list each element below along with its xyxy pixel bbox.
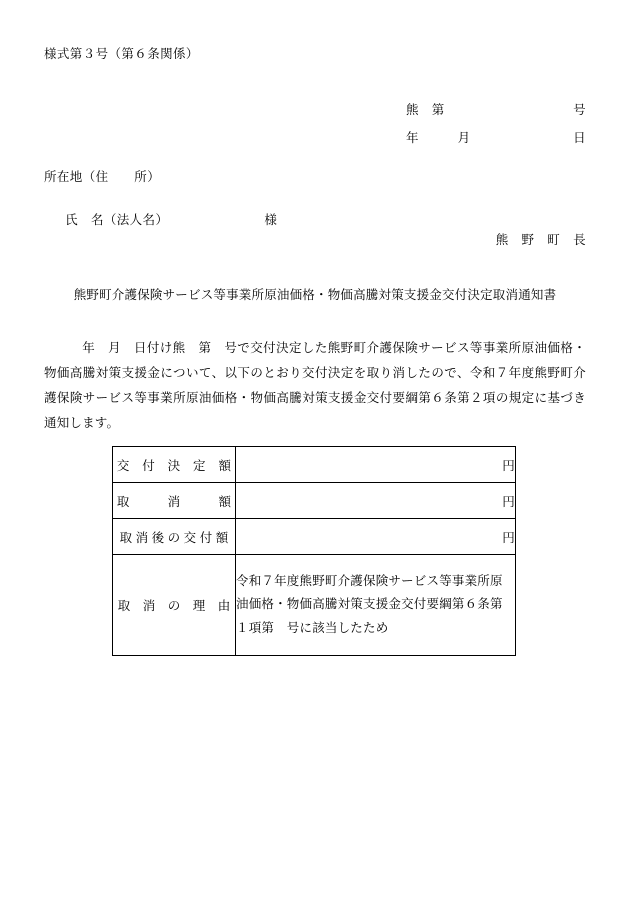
body-paragraph <box>44 336 586 436</box>
document-number-unit: 号 <box>573 103 586 117</box>
table-row <box>113 483 516 519</box>
document-date-unit: 日 <box>573 131 586 145</box>
form-number: 様式第３号（第６条関係） <box>44 47 199 61</box>
body-paragraph-text: 年 月 日付け熊 第 号で交付決定した熊野町介護保険サービス等事業所原油価格・物価高騰対策支援金について、以下のとおり交付決定を取り消したので、令和７年度熊野町介護保険サービス等事業所原油価格・物価高騰対策支援金交付要綱第６条第２項の規定に基づき通知します。 <box>44 341 586 430</box>
row-label-cancellation-reason: 取 消 の 理 由 <box>113 555 236 656</box>
row-label-cancelled-amount: 取 消 額 <box>113 483 236 519</box>
row-value-cancellation-reason: 令和７年度熊野町介護保険サービス等事業所原油価格・物価高騰対策支援金交付要綱第６条第１項第 号に該当したため <box>236 555 516 656</box>
row-value-cancelled-amount: 円 <box>236 483 516 519</box>
document-number-block <box>406 100 586 156</box>
document-title: 熊野町介護保険サービス等事業所原油価格・物価高騰対策支援金交付決定取消通知書 <box>73 288 557 302</box>
row-value-grant-decision-amount: 円 <box>236 447 516 483</box>
table-row <box>113 447 516 483</box>
document-date-row <box>406 128 586 146</box>
addressee-name-label: 氏 名（法人名） <box>65 213 169 227</box>
addressee-block <box>44 167 277 253</box>
document-date-label: 年 月 <box>406 131 471 145</box>
addressee-name-row <box>44 195 277 243</box>
row-value-amount-after-cancellation: 円 <box>236 519 516 555</box>
document-number-row <box>406 100 586 118</box>
issuer-name: 熊 野 町 長 <box>495 233 586 247</box>
document-number-label: 熊 第 <box>406 103 445 117</box>
addressee-address-label: 所在地（住 所） <box>44 170 161 184</box>
amounts-table <box>112 446 516 656</box>
addressee-honorific: 様 <box>264 213 278 227</box>
row-label-amount-after-cancellation: 取 消 後 の 交 付 額 <box>113 519 236 555</box>
row-label-grant-decision-amount: 交 付 決 定 額 <box>113 447 236 483</box>
table-row <box>113 519 516 555</box>
table-row <box>113 555 516 656</box>
